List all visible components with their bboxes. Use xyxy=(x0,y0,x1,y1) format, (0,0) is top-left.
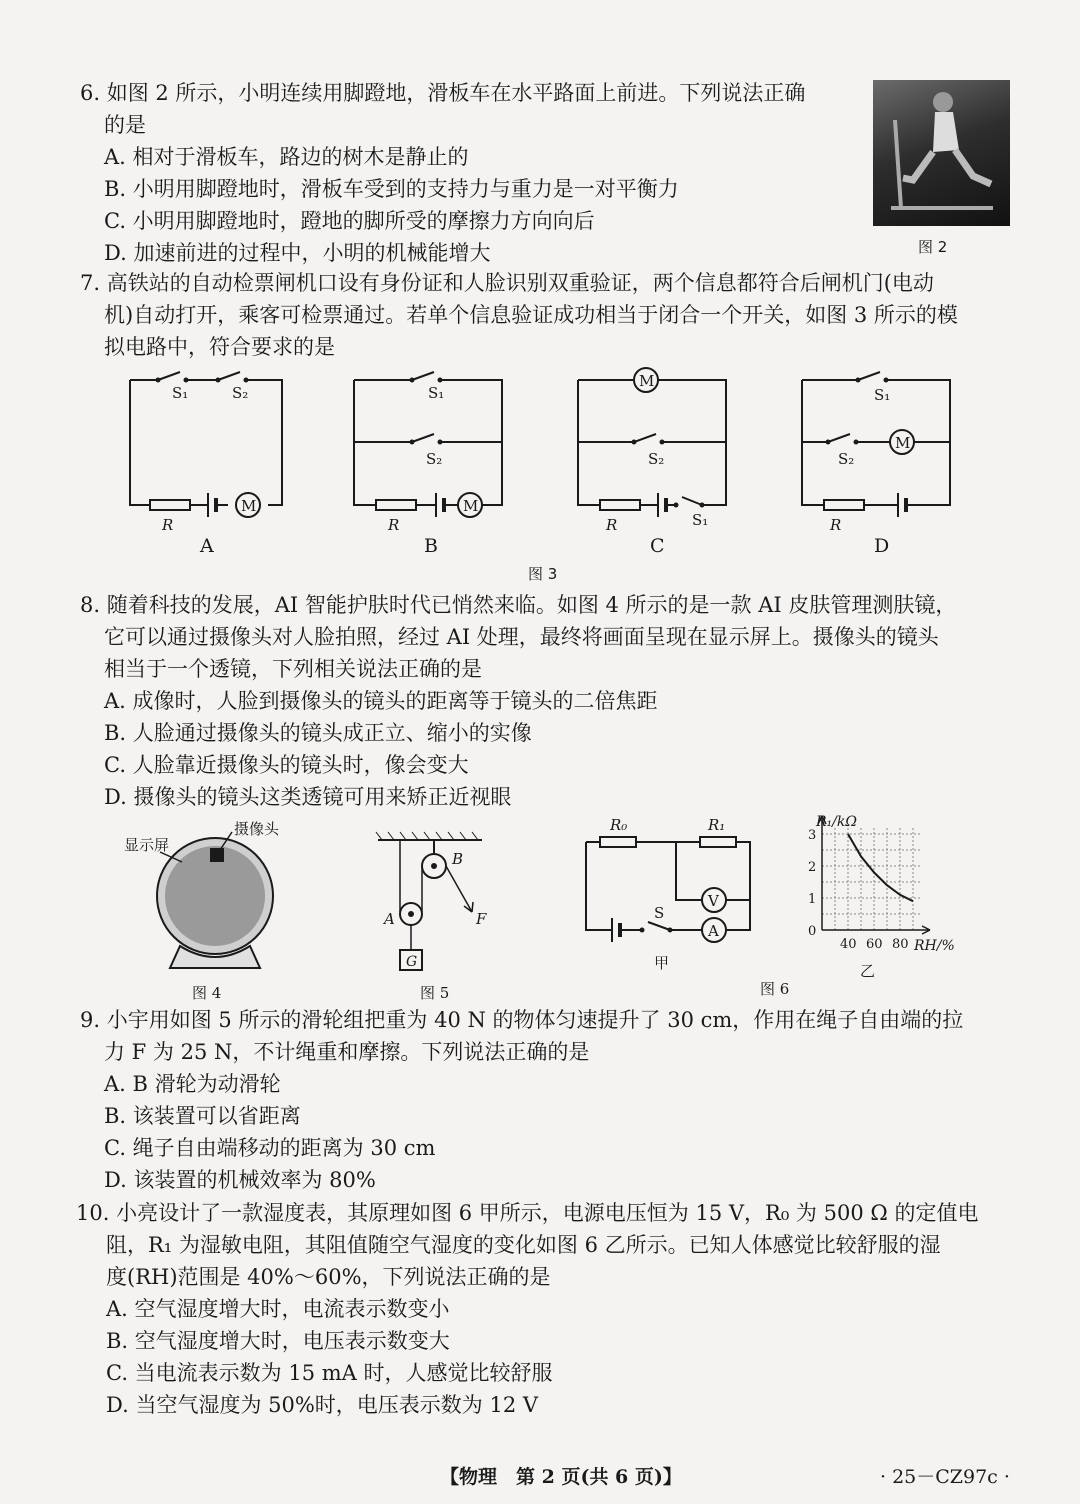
q6-option-b: B. 小明用脚蹬地时，滑板车受到的支持力与重力是一对平衡力 xyxy=(104,177,679,201)
circuit-c xyxy=(576,365,736,555)
q6-stem-1: 6. 如图 2 所示，小明连续用脚蹬地，滑板车在水平路面上前进。下列说法正确 xyxy=(80,81,806,105)
q9-option-a: A. B 滑轮为动滑轮 xyxy=(104,1072,281,1096)
q10-stem-1: 10. 小亮设计了一款湿度表，其原理如图 6 甲所示，电源电压恒为 15 V，R₀ 为 500 Ω 的定值电 xyxy=(76,1201,979,1225)
b-label: B xyxy=(452,850,464,868)
motor-label: M xyxy=(463,497,479,515)
q8-option-d: D. 摄像头的镜头这类透镜可用来矫正近视眼 xyxy=(104,785,512,809)
q8-option-a: A. 成像时，人脸到摄像头的镜头的距离等于镜头的二倍焦距 xyxy=(104,689,658,713)
fig4-caption: 图 4 xyxy=(192,984,222,1002)
q10-stem-3: 度(RH)范围是 40%～60%，下列说法正确的是 xyxy=(106,1265,551,1289)
s1-label: S₁ xyxy=(692,511,709,529)
q9-option-c: C. 绳子自由端移动的距离为 30 cm xyxy=(104,1136,436,1160)
q8-stem-2: 它可以通过摄像头对人脸拍照，经过 AI 处理，最终将画面呈现在显示屏上。摄像头的镜头 xyxy=(104,625,939,649)
q10-option-b: B. 空气湿度增大时，电压表示数变大 xyxy=(106,1329,450,1353)
fig5-pulley xyxy=(372,832,502,1002)
s1-label: S₁ xyxy=(172,384,189,402)
s2-label: S₂ xyxy=(838,450,855,468)
q7-stem-2: 机)自动打开，乘客可检票通过。若单个信息验证成功相当于闭合一个开关，如图 3 所示的模 xyxy=(104,303,958,327)
circuit-b-label: B xyxy=(424,535,438,557)
s2-label: S₂ xyxy=(232,384,249,402)
fig6-yi-chart xyxy=(790,810,980,980)
scooter-photo-figure xyxy=(873,80,1010,226)
r-label: R xyxy=(162,516,174,534)
jia-label: 甲 xyxy=(654,954,670,972)
q9-stem-1: 9. 小宇用如图 5 所示的滑轮组把重为 40 N 的物体匀速提升了 30 cm，作用在绳子自由端的拉 xyxy=(80,1008,964,1032)
camera-icon xyxy=(210,848,224,862)
q7-stem-1: 7. 高铁站的自动检票闸机口设有身份证和人脸识别双重验证，两个信息都符合后闸机门(电动 xyxy=(80,271,934,295)
footer-page-info: 【物理 第 2 页(共 6 页)】 xyxy=(440,1466,682,1488)
s2-label: S₂ xyxy=(426,450,443,468)
scooter-photo xyxy=(873,80,1010,226)
r-label: R xyxy=(606,516,618,534)
q8-option-b: B. 人脸通过摄像头的镜头成正立、缩小的实像 xyxy=(104,721,532,745)
chart-xlabel: RH/% xyxy=(914,938,955,954)
circuit-d-label: D xyxy=(874,535,890,557)
x-tick-label: 40 xyxy=(840,937,857,952)
footer-code: · 25－CZ97c · xyxy=(880,1466,1010,1488)
fig6-caption: 图 6 xyxy=(760,980,790,998)
circuit-c-label: C xyxy=(650,535,665,557)
q9-option-b: B. 该装置可以省距离 xyxy=(104,1104,301,1128)
fig3-caption: 图 3 xyxy=(528,565,558,583)
r0-label: R₀ xyxy=(610,816,628,834)
r-label: R xyxy=(388,516,400,534)
q8-stem-1: 8. 随着科技的发展，AI 智能护肤时代已悄然来临。如图 4 所示的是一款 AI 皮肤管理测肤镜， xyxy=(80,593,957,617)
q10-option-a: A. 空气湿度增大时，电流表示数变小 xyxy=(106,1297,450,1321)
chart-grid xyxy=(822,828,921,930)
q10-option-d: D. 当空气湿度为 50%时，电压表示数为 12 V xyxy=(106,1393,539,1417)
q6-option-c: C. 小明用脚蹬地时，蹬地的脚所受的摩擦力方向向后 xyxy=(104,209,595,233)
q6-option-d: D. 加速前进的过程中，小明的机械能增大 xyxy=(104,241,491,265)
q9-option-d: D. 该装置的机械效率为 80% xyxy=(104,1168,376,1192)
voltmeter-label: V xyxy=(708,892,719,910)
x-tick-label: 60 xyxy=(866,937,883,952)
q8-option-c: C. 人脸靠近摄像头的镜头时，像会变大 xyxy=(104,753,469,777)
motor-label: M xyxy=(241,497,257,515)
fig5-caption: 图 5 xyxy=(420,984,450,1002)
motor-label: M xyxy=(639,372,655,390)
circuit-a-label: A xyxy=(200,535,214,557)
switch-label: S xyxy=(654,904,665,922)
fig4-skin-mirror xyxy=(120,818,320,1003)
q7-stem-3: 拟电路中，符合要求的是 xyxy=(104,335,335,359)
s1-label: S₁ xyxy=(428,384,445,402)
g-label: G xyxy=(406,954,418,970)
q9-stem-2: 力 F 为 25 N，不计绳重和摩擦。下列说法正确的是 xyxy=(104,1040,590,1064)
s2-label: S₂ xyxy=(648,450,665,468)
x-tick-label: 80 xyxy=(892,937,909,952)
circuit-b xyxy=(352,370,512,555)
y-tick-label: 0 xyxy=(808,924,817,939)
s1-label: S₁ xyxy=(874,386,891,404)
ammeter-label: A xyxy=(708,922,719,940)
q6-stem-2: 的是 xyxy=(104,113,146,137)
y-tick-label: 1 xyxy=(808,892,817,907)
fig6-jia-circuit xyxy=(580,812,790,1002)
a-label: A xyxy=(384,910,395,928)
circuit-a xyxy=(128,370,288,555)
q8-stem-3: 相当于一个透镜，下列相关说法正确的是 xyxy=(104,657,482,681)
r1-label: R₁ xyxy=(708,816,726,834)
y-tick-label: 2 xyxy=(808,860,817,875)
yi-label: 乙 xyxy=(860,962,876,980)
circuit-d xyxy=(800,370,960,555)
fig2-caption: 图 2 xyxy=(918,238,948,256)
camera-label: 摄像头 xyxy=(234,820,280,838)
q6-option-a: A. 相对于滑板车，路边的树木是静止的 xyxy=(104,145,469,169)
f-label: F xyxy=(476,910,487,928)
y-tick-label: 3 xyxy=(808,828,817,843)
q10-option-c: C. 当电流表示数为 15 mA 时，人感觉比较舒服 xyxy=(106,1361,553,1385)
motor-label: M xyxy=(895,434,911,452)
screen-label: 显示屏 xyxy=(124,836,170,854)
q10-stem-2: 阻，R₁ 为湿敏电阻，其阻值随空气湿度的变化如图 6 乙所示。已知人体感觉比较舒服的湿 xyxy=(106,1233,941,1257)
chart-ylabel: R₁/kΩ xyxy=(816,814,857,830)
r1-curve xyxy=(848,834,913,901)
r-label: R xyxy=(830,516,842,534)
